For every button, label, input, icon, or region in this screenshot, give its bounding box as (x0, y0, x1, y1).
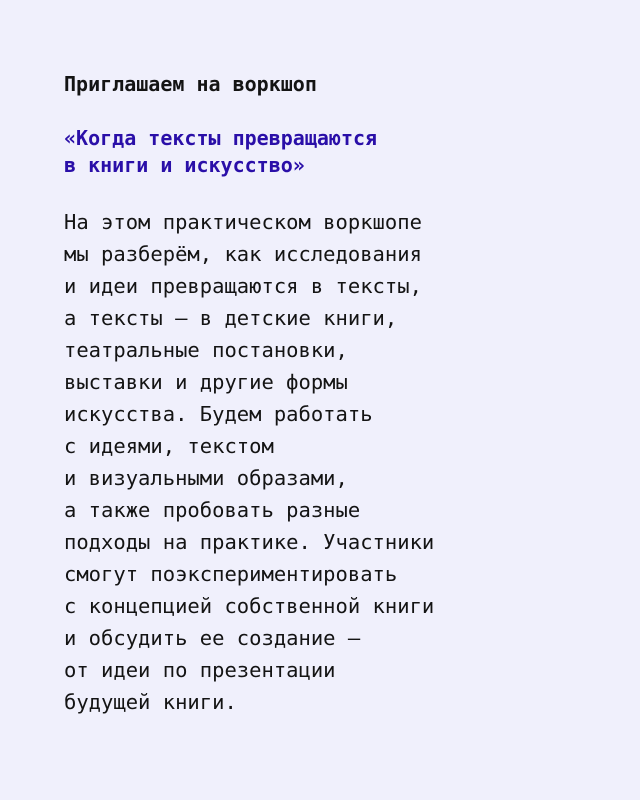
workshop-title: «Когда тексты превращаются в книги и искусство» (64, 126, 378, 177)
invitation-eyebrow: Приглашаем на воркшоп (64, 72, 317, 96)
workshop-description: На этом практическом воркшопе мы разберём, как исследования и идеи превращаются в тексты, а тексты – в детские книги, театральные постановки, выставки и другие формы искусства. Будем работать с идеями, текстом и визуальными образами, а также пробовать разные подходы на практике. Участники смогут поэкспериментировать с концепцией собственной книги и обсудить ее создание – от идеи по презентации будущей книги. (64, 210, 435, 714)
